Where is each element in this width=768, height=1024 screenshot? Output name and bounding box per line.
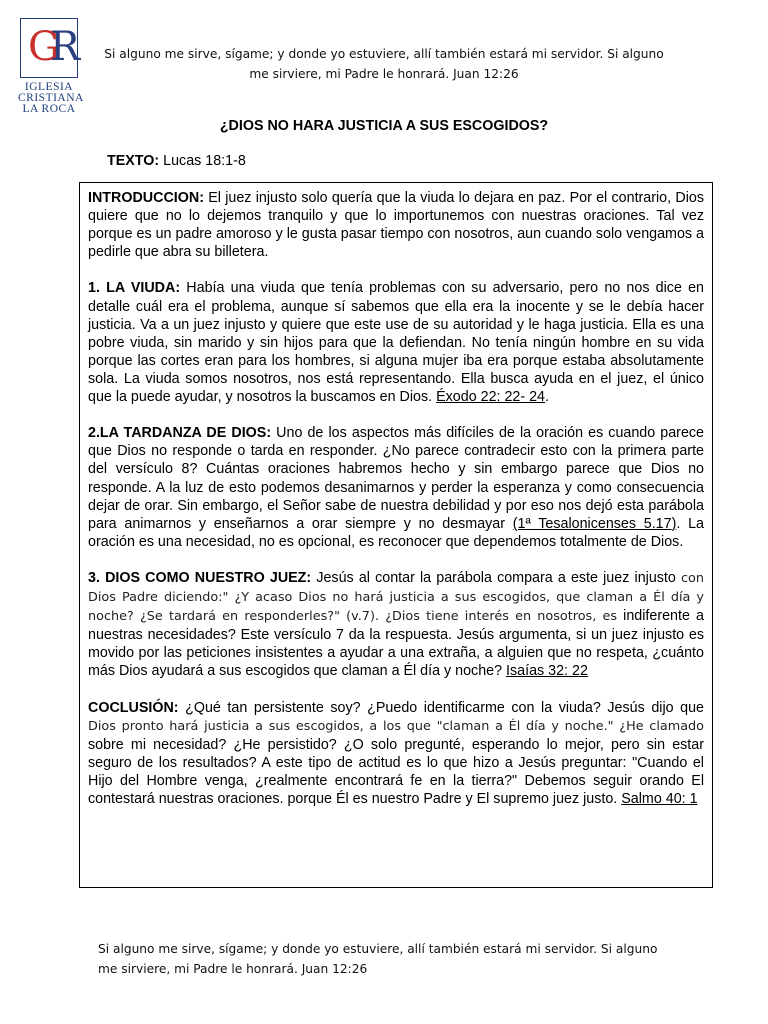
church-logo bbox=[18, 18, 84, 115]
section-2-body: Uno de los aspectos más difíciles de la oración es cuando parece que Dios no responde o tarda en responder. ¿No parece contradecir esto con la primera parte del versículo 8? Cuántas oraciones habremos hecho y sin embargo parece que Dios no responde. A la luz de esto podemos desanimarnos y perder la esperanza y como consecuencia dejar de orar. Sin embargo, el Señor sabe de nuestra debilidad y por eso nos dejó esta parábola para animarnos y enseñarnos a orar siempre y no desmayar bbox=[88, 425, 704, 532]
header-verse bbox=[98, 44, 670, 84]
logo-emblem bbox=[20, 18, 78, 78]
section-2-heading: 2.LA TARDANZA DE DIOS: bbox=[88, 425, 272, 442]
logo-line-1: IGLESIA bbox=[24, 81, 74, 93]
conclusion-quote: Dios pronto hará justicia a sus escogidos, a los que "claman a Él día y noche." ¿He clamado bbox=[88, 718, 704, 734]
section-3-heading: 3. DIOS COMO NUESTRO JUEZ: bbox=[88, 569, 312, 586]
section-1-end: . bbox=[545, 389, 549, 406]
section-3-paragraph bbox=[88, 569, 704, 681]
intro-paragraph bbox=[88, 189, 704, 261]
footer-verse-line-2: me sirviere, mi Padre le honrará. Juan 12:26 bbox=[98, 962, 368, 976]
section-1-paragraph bbox=[88, 279, 704, 406]
section-3-body-b: indiferente a nuestras necesidades? Este versículo 7 da la respuesta. Jesús argumenta, si un juez injusto es movido por las peticiones insistentes a ayudar a una extraña, a alguien que no respeta, ¿cuánto más Dios ayudará a sus escogidos que claman a Él día y noche? bbox=[88, 608, 704, 680]
logo-line-3: LA ROCA bbox=[22, 103, 76, 115]
conclusion-paragraph bbox=[88, 699, 704, 809]
logo-monogram bbox=[21, 21, 77, 73]
texto-label: TEXTO: bbox=[107, 153, 160, 169]
section-3-quote: con Dios Padre diciendo:" ¿Y acaso Dios no hará justicia a sus escogidos, que claman a Él día y noche? ¿Se tardará en responderles?" (v.7). ¿Dios tiene interés en nosotros, es bbox=[88, 570, 704, 625]
footer-verse bbox=[98, 939, 670, 979]
section-2-paragraph bbox=[88, 424, 704, 551]
section-1-body: Había una viuda que tenía problemas con su adversario, pero no nos dice en detalle cuál era el problema, aunque sí sabemos que ella era la inocente y se le debía hacer justicia. Va a un juez injusto y quiere que este use de su autoridad y le haga justicia. Ella es una pobre viuda, sin marido y sin hijos para que la defiendan. No tenía ningún hombre en su vida porque las cortes eran para los hombres, si alguna mujer iba era porque estaba absolutamente sola. La viuda somos nosotros, nos está representando. Ella busca ayuda en el juez, el único que la puede ayudar, y nosotros la buscamos en Dios. bbox=[88, 280, 704, 406]
scripture-text-line bbox=[107, 153, 246, 169]
section-3-reference: Isaías 32: 22 bbox=[506, 663, 588, 680]
section-3-body-a: Jesús al contar la parábola compara a este juez injusto bbox=[311, 569, 681, 586]
logo-letter-g: G bbox=[27, 24, 50, 70]
conclusion-body-a: ¿Qué tan persistente soy? ¿Puedo identificarme con la viuda? Jesús dijo que bbox=[178, 699, 704, 716]
sermon-content-box bbox=[79, 182, 713, 888]
intro-body: El juez injusto solo quería que la viuda lo dejara en paz. Por el contrario, Dios quiere que no lo dejemos tranquilo y que lo importunemos con nuestras oraciones. Tal vez porque es un padre amoroso y le gusta pasar tiempo con nosotros, aun cuando solo vengamos a pedirle que abra su billetera. bbox=[88, 190, 704, 261]
document-title: ¿DIOS NO HARA JUSTICIA A SUS ESCOGIDOS? bbox=[219, 118, 549, 134]
texto-value: Lucas 18:1-8 bbox=[159, 153, 246, 169]
footer-verse-line-1: Si alguno me sirve, sígame; y donde yo estuviere, allí también estará mi servidor. Si alguno bbox=[98, 942, 658, 956]
intro-heading: INTRODUCCION: bbox=[88, 190, 204, 206]
header-verse-line-1: Si alguno me sirve, sígame; y donde yo estuviere, allí también estará mi servidor. Si alguno bbox=[104, 47, 664, 61]
logo-letter-r: R bbox=[49, 24, 71, 70]
conclusion-reference: Salmo 40: 1 bbox=[621, 791, 698, 808]
section-1-reference: Éxodo 22: 22- 24 bbox=[436, 389, 546, 406]
section-2-end: . La oración es una necesidad, no es opcional, es reconocer que dependemos totalmente de Dios. bbox=[88, 515, 704, 550]
logo-line-2: CRISTIANA bbox=[18, 92, 84, 104]
header-verse-line-2: me sirviere, mi Padre le honrará. Juan 12:26 bbox=[249, 67, 519, 81]
section-2-reference: (1ª Tesalonicenses 5.17) bbox=[512, 515, 677, 532]
conclusion-body-b: sobre mi necesidad? ¿He persistido? ¿O solo pregunté, esperando lo mejor, pero sin estar seguro de los resultados? A este tipo de actitud es lo que hizo a Jesús preguntar: "Cuando el Hijo del Hombre venga, ¿realmente encontrará fe en la tierra?" Debemos seguir orando El contestará nuestras oraciones. porque Él es nuestro Padre y El supremo juez justo. bbox=[88, 736, 704, 808]
conclusion-heading: COCLUSIÓN: bbox=[88, 699, 179, 716]
section-1-heading: 1. LA VIUDA: bbox=[88, 280, 181, 297]
